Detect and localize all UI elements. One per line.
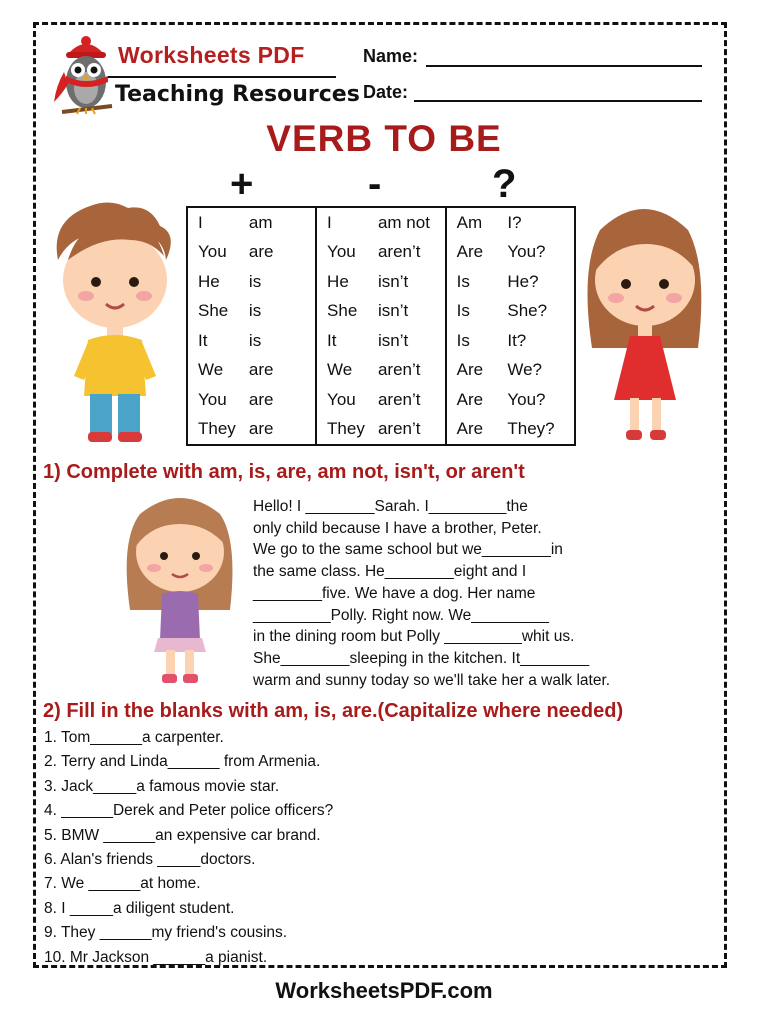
footer-url: WorksheetsPDF.com — [275, 978, 493, 1003]
table-cell: We — [327, 360, 353, 380]
header-positive: + — [230, 162, 254, 206]
list-item: 10. Mr Jackson ______a pianist. — [44, 948, 268, 966]
header-negative: - — [368, 162, 382, 206]
list-item: 9. They ______my friend's cousins. — [44, 924, 288, 942]
table-cell: aren’t — [368, 385, 446, 414]
table-cell: They — [198, 419, 236, 439]
table-cell: She? — [507, 301, 548, 321]
girl-purple-illustration — [120, 490, 240, 690]
list-item: 2. Terry and Linda______ from Armenia. — [44, 753, 321, 771]
table-cell: Are — [456, 389, 484, 409]
table-cell: isn’t — [368, 326, 446, 355]
date-label: Date: — [363, 82, 409, 102]
list-item: 6. Alan's friends _____doctors. — [44, 850, 256, 868]
table-row — [187, 414, 575, 445]
table-row — [187, 238, 575, 267]
story-line: She________sleeping in the kitchen. It________ — [253, 649, 590, 667]
name-label: Name: — [363, 46, 419, 66]
girl-red-dress-illustration — [580, 198, 710, 450]
table-cell: You — [327, 389, 356, 409]
story-line: We go to the same school but we________in — [253, 541, 563, 559]
brand-title: Worksheets PDF — [118, 42, 305, 68]
story-line: warm and sunny today so we'll take her a walk later. — [253, 671, 611, 689]
list-item: 4. ______Derek and Peter police officers? — [44, 802, 334, 820]
story-line: in the dining room but Polly _________whit us. — [253, 628, 575, 646]
table-cell: It? — [507, 330, 527, 350]
story-line: the same class. He________eight and I — [253, 563, 527, 581]
table-cell: is — [239, 326, 316, 355]
table-cell: He — [198, 271, 220, 291]
section2-title: 2) Fill in the blanks with am, is, are.(Capitalize where needed) — [43, 700, 624, 722]
table-cell: You? — [507, 389, 546, 409]
story-paragraph — [253, 496, 693, 691]
table-cell: They? — [507, 419, 555, 439]
owl-mascot-icon — [52, 36, 118, 124]
table-cell: It — [327, 330, 337, 350]
name-field[interactable] — [426, 65, 702, 67]
table-row — [187, 326, 575, 355]
table-cell: Is — [456, 271, 470, 291]
table-cell: is — [239, 296, 316, 325]
table-cell: You — [198, 389, 227, 409]
table-row — [187, 207, 575, 238]
table-cell: isn’t — [368, 296, 446, 325]
table-cell: are — [239, 385, 316, 414]
boy-illustration — [50, 200, 180, 450]
table-cell: am not — [368, 207, 446, 238]
table-cell: aren’t — [368, 355, 446, 384]
exercise-list — [44, 726, 333, 970]
verb-table — [186, 206, 576, 446]
table-cell: Is — [456, 330, 470, 350]
table-row — [187, 385, 575, 414]
table-row — [187, 296, 575, 325]
table-cell: We? — [507, 360, 543, 380]
table-cell: isn’t — [368, 267, 446, 296]
table-cell: are — [239, 414, 316, 445]
table-cell: They — [327, 419, 365, 439]
table-cell: Are — [456, 360, 484, 380]
table-cell: It — [198, 330, 208, 350]
table-cell: aren’t — [368, 238, 446, 267]
date-field[interactable] — [414, 100, 702, 102]
brand-divider — [108, 76, 336, 78]
table-cell: are — [239, 355, 316, 384]
table-cell: am — [239, 207, 316, 238]
story-line: Hello! I ________Sarah. I_________the — [253, 498, 528, 515]
table-cell: You? — [507, 242, 546, 262]
table-cell: He? — [507, 271, 539, 291]
table-cell: is — [239, 267, 316, 296]
list-item: 8. I _____a diligent student. — [44, 899, 235, 917]
list-item: 7. We ______at home. — [44, 875, 201, 893]
table-cell: She — [327, 301, 358, 321]
table-cell: I? — [507, 212, 522, 232]
header-question: ? — [492, 162, 517, 206]
table-cell: I — [327, 212, 332, 232]
table-cell: Is — [456, 301, 470, 321]
table-cell: Are — [456, 419, 484, 439]
brand-subtitle: Teaching Resources — [115, 82, 360, 107]
story-line: _________Polly. Right now. We_________ — [253, 606, 549, 624]
table-cell: I — [198, 212, 203, 232]
page-title: VERB TO BE — [266, 118, 502, 159]
table-row — [187, 355, 575, 384]
section1-title: 1) Complete with am, is, are, am not, isn't, or aren't — [43, 461, 525, 483]
table-cell: You — [327, 242, 356, 262]
table-cell: are — [239, 238, 316, 267]
table-cell: She — [198, 301, 229, 321]
table-cell: Are — [456, 242, 484, 262]
table-row — [187, 267, 575, 296]
table-cell: aren’t — [368, 414, 446, 445]
list-item: 1. Tom______a carpenter. — [44, 729, 224, 746]
table-cell: He — [327, 271, 349, 291]
story-line: only child because I have a brother, Peter. — [253, 519, 542, 537]
story-line: ________five. We have a dog. Her name — [253, 584, 536, 602]
list-item: 5. BMW ______an expensive car brand. — [44, 826, 321, 844]
table-cell: Am — [456, 212, 483, 232]
table-cell: We — [198, 360, 224, 380]
list-item: 3. Jack_____a famous movie star. — [44, 777, 280, 795]
table-cell: You — [198, 242, 227, 262]
